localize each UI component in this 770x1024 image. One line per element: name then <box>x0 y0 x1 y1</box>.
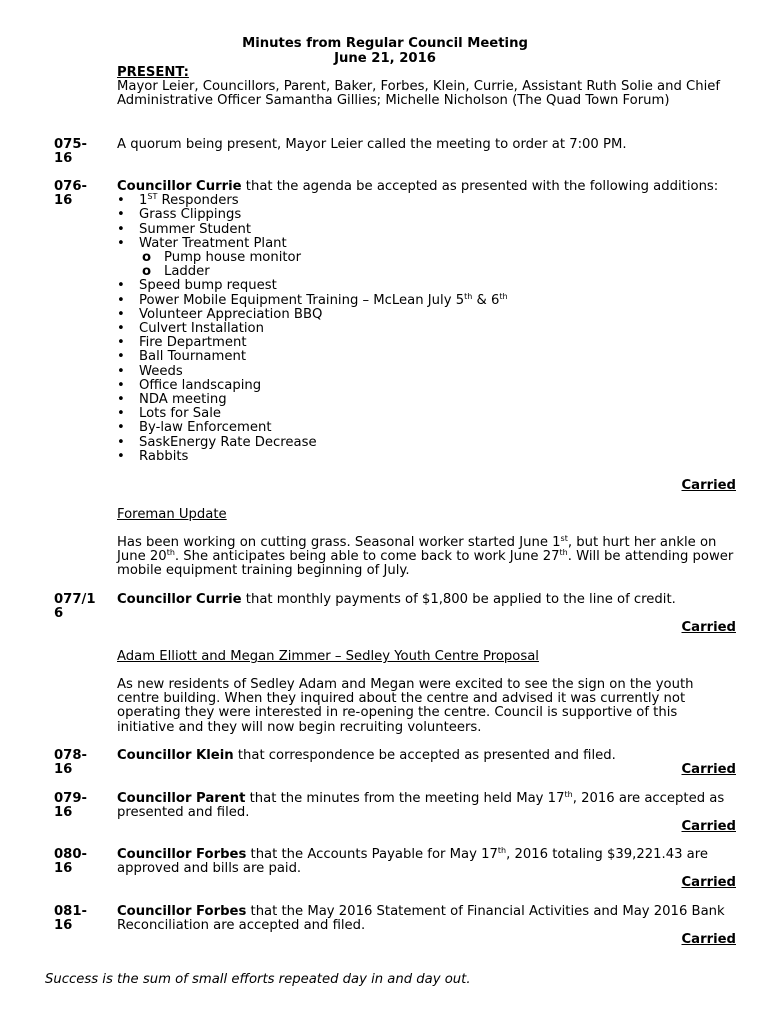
sub-list <box>139 251 737 279</box>
list-item: • Volunteer Appreciation BBQ <box>117 308 737 322</box>
motion-number-080 <box>54 848 110 876</box>
list-item: • Rabbits <box>117 450 737 464</box>
motion-text: that monthly payments of $1,800 be applied to the line of credit. <box>241 592 676 607</box>
foreman-text <box>117 536 737 579</box>
superscript: st <box>560 534 568 543</box>
motion-number-077 <box>54 593 110 621</box>
text-run: Has been working on cutting grass. Seasonal worker started June 1 <box>117 535 561 550</box>
motion-mover: Councillor Klein <box>117 748 234 763</box>
foreman-heading: Foreman Update <box>117 507 227 522</box>
text-run: , but hurt her ankle on June 20 <box>117 535 717 565</box>
superscript: th <box>464 291 473 301</box>
motion-number-076 <box>54 180 110 208</box>
list-item: • Weeds <box>117 365 737 379</box>
motion-text: that the May 2016 Statement of Financial Activities and May 2016 Bank Reconciliation are accepted and filed. <box>117 904 725 934</box>
motion-number-line: 16 <box>54 193 73 209</box>
motion-number-line: 081- <box>54 904 88 919</box>
superscript: th <box>559 548 568 558</box>
item-text: Water Treatment Plant <box>139 235 287 251</box>
item-text: & 6 <box>472 292 500 308</box>
carried-label: Carried <box>681 932 736 947</box>
carried-label: Carried <box>681 478 736 493</box>
footer-quote: Success is the sum of small efforts repeated day in and day out. <box>45 972 471 987</box>
motion-mover: Councillor Currie <box>117 179 242 194</box>
superscript: ST <box>147 192 158 202</box>
sub-list-item: o Ladder <box>139 265 737 279</box>
superscript: th <box>564 790 573 799</box>
motion-number-line: 079- <box>54 791 88 806</box>
text-run: . She anticipates being able to come back to work June 27 <box>174 549 560 565</box>
meeting-date: June 21, 2016 <box>334 51 436 66</box>
motion-078-text <box>117 749 737 763</box>
motion-076-body <box>117 180 737 464</box>
carried-label: Carried <box>681 762 736 777</box>
list-item: • Summer Student <box>117 223 737 237</box>
document-title: Minutes from Regular Council Meeting <box>242 36 528 51</box>
motion-number-line: 16 <box>54 918 73 934</box>
motion-number-line: 075- <box>54 137 88 152</box>
present-section <box>117 66 737 109</box>
motion-075-text: A quorum being present, Mayor Leier called the meeting to order at 7:00 PM. <box>117 137 627 152</box>
motion-077-text <box>117 593 737 607</box>
motion-number-line: 16 <box>54 805 73 821</box>
present-heading: PRESENT: <box>117 65 189 80</box>
motion-number-081 <box>54 905 110 933</box>
motion-081-text <box>117 905 737 933</box>
list-item: • Fire Department <box>117 336 737 350</box>
motion-mover: Councillor Currie <box>117 592 242 607</box>
text-run: , 2016 are accepted as presented and filed. <box>117 791 725 821</box>
list-item: • Speed bump request <box>117 279 737 293</box>
motion-text: that the agenda be accepted as presented with the following additions: <box>241 179 719 194</box>
youth-centre-text: As new residents of Sedley Adam and Megan were excited to see the sign on the youth centre building. When they inquired about the centre and advised it was currently not operating they were interested in re-opening the centre. Council is supportive of this initiative and they will now begin recruiting volunteers. <box>117 677 694 735</box>
list-item: • Culvert Installation <box>117 322 737 336</box>
list-item: • NDA meeting <box>117 393 737 407</box>
list-item: • Ball Tournament <box>117 350 737 364</box>
text-run: that the minutes from the meeting held May 17 <box>245 791 565 806</box>
carried-label: Carried <box>681 620 736 635</box>
list-item: • Grass Clippings <box>117 208 737 222</box>
motion-number-line: 077/1 <box>54 592 96 607</box>
motion-number-line: 16 <box>54 151 73 167</box>
motion-number-line: 16 <box>54 861 73 877</box>
text-run: , 2016 totaling $39,221.43 are approved and bills are paid. <box>117 847 708 877</box>
item-text: 1 <box>139 193 148 209</box>
list-item <box>117 237 737 280</box>
motion-number-line: 078- <box>54 748 88 763</box>
item-text: Responders <box>157 193 239 209</box>
carried-label: Carried <box>681 819 736 834</box>
motion-number-line: 080- <box>54 847 88 862</box>
motion-number-079 <box>54 792 110 820</box>
superscript: th <box>499 291 508 301</box>
motion-number-line: 6 <box>54 606 64 622</box>
motion-080-text <box>117 848 737 876</box>
motion-mover: Councillor Forbes <box>117 904 247 919</box>
text-run: . Will be attending power mobile equipment training beginning of July. <box>117 549 734 579</box>
agenda-additions-list <box>117 194 737 464</box>
motion-079-text <box>117 792 737 820</box>
carried-label: Carried <box>681 875 736 890</box>
list-item: • By-law Enforcement <box>117 421 737 435</box>
motion-number-075 <box>54 138 110 166</box>
motion-number-line: 076- <box>54 179 88 194</box>
list-item <box>117 194 737 208</box>
list-item: • SaskEnergy Rate Decrease <box>117 436 737 450</box>
item-text: Power Mobile Equipment Training – McLean July 5 <box>139 292 465 308</box>
list-item: • Office landscaping <box>117 379 737 393</box>
present-text: Mayor Leier, Councillors, Parent, Baker, Forbes, Klein, Currie, Assistant Ruth Solie and Chief Administrative Officer Samantha Gillies; Michelle Nicholson (The Quad Town Forum) <box>117 79 721 109</box>
list-item <box>117 291 737 308</box>
motion-mover: Councillor Forbes <box>117 847 247 862</box>
superscript: th <box>166 548 175 558</box>
motion-text: that correspondence be accepted as presented and filed. <box>233 748 616 763</box>
text-run: that the Accounts Payable for May 17 <box>246 847 498 862</box>
youth-centre-heading: Adam Elliott and Megan Zimmer – Sedley Youth Centre Proposal <box>117 649 539 664</box>
motion-number-078 <box>54 749 110 777</box>
motion-mover: Councillor Parent <box>117 791 246 806</box>
superscript: th <box>497 846 507 855</box>
list-item: • Lots for Sale <box>117 407 737 421</box>
sub-list-item: o Pump house monitor <box>139 251 737 265</box>
motion-number-line: 16 <box>54 762 73 778</box>
